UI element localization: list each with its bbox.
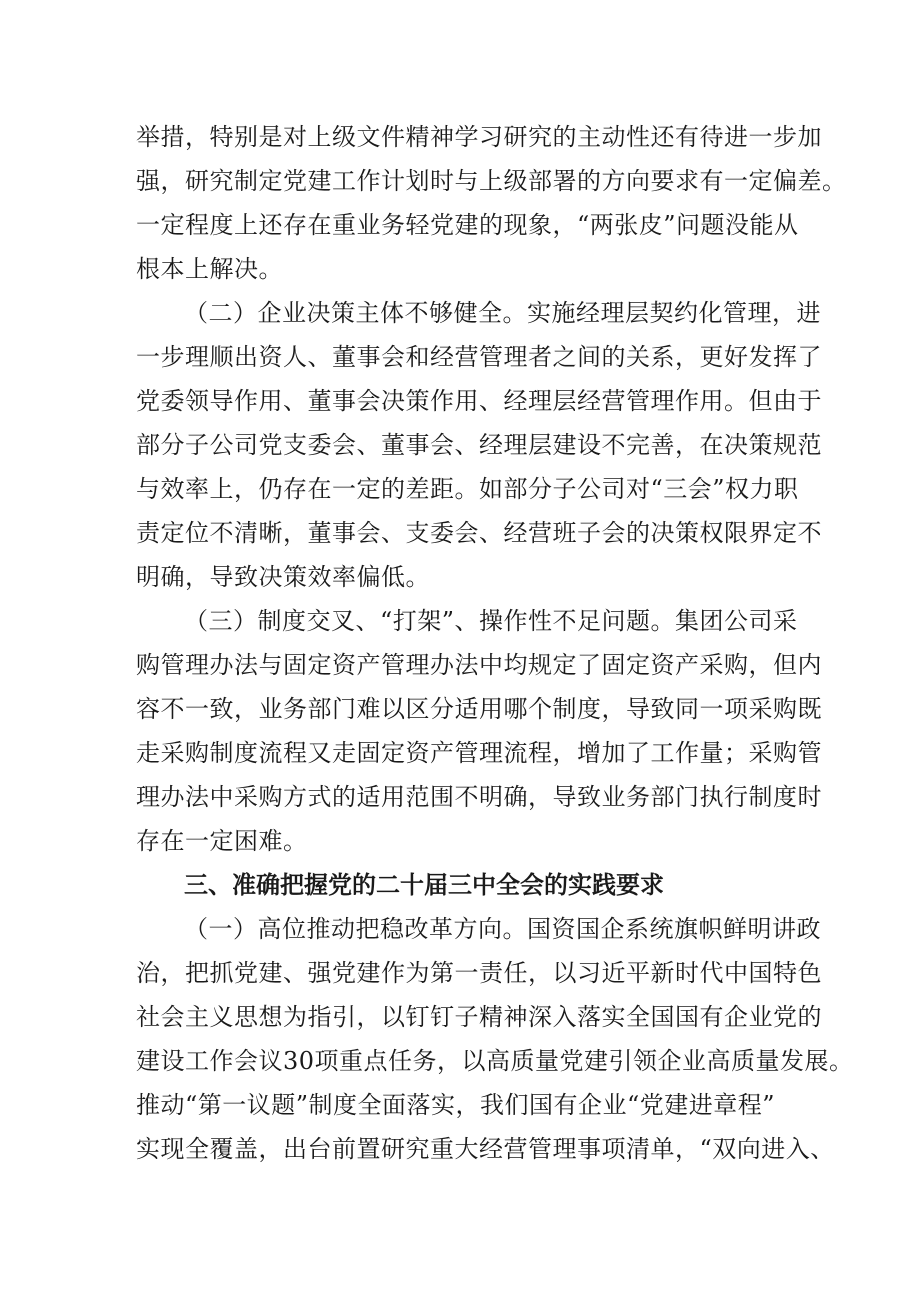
text-line: 一步理顺出资人、董事会和经营管理者之间的关系，更好发挥了 (136, 343, 822, 371)
text-line: 与效率上，仍存在一定的差距。如部分子公司对“三会”权力职 (136, 475, 799, 503)
paragraph-start-line: （一）高位推动把稳改革方向。国资国企系统旗帜鲜明讲政 (184, 915, 821, 943)
paragraph-start-line: （二）企业决策主体不够健全。实施经理层契约化管理，进 (184, 299, 821, 327)
text-line: 部分子公司党支委会、董事会、经理层建设不完善，在决策规范 (136, 431, 822, 459)
text-line: 明确，导致决策效率偏低。 (136, 563, 430, 591)
text-line: 责定位不清晰，董事会、支委会、经营班子会的决策权限界定不 (136, 519, 822, 547)
text-line: 实现全覆盖，出台前置研究重大经营管理事项清单，“双向进入、 (136, 1135, 835, 1163)
section-heading: 三、准确把握党的二十届三中全会的实践要求 (184, 871, 664, 899)
text-line: 举措，特别是对上级文件精神学习研究的主动性还有待进一步加 (136, 123, 822, 151)
text-line: 建设工作会议30项重点任务，以高质量党建引领企业高质量发展。 (136, 1047, 854, 1075)
text-line: 走采购制度流程又走固定资产管理流程，增加了工作量；采购管 (136, 739, 822, 767)
paragraph-start-line: （三）制度交叉、“打架”、操作性不足问题。集团公司采 (184, 607, 798, 635)
text-line: 购管理办法与固定资产管理办法中均规定了固定资产采购，但内 (136, 651, 822, 679)
text-line: 存在一定困难。 (136, 827, 308, 855)
text-line: 一定程度上还存在重业务轻党建的现象，“两张皮”问题没能从 (136, 211, 799, 239)
text-line: 社会主义思想为指引，以钉钉子精神深入落实全国国有企业党的 (136, 1003, 822, 1031)
text-line: 根本上解决。 (136, 255, 283, 283)
text-line: 容不一致，业务部门难以区分适用哪个制度，导致同一项采购既 (136, 695, 822, 723)
text-line: 强，研究制定党建工作计划时与上级部署的方向要求有一定偏差。 (136, 167, 847, 195)
text-line: 理办法中采购方式的适用范围不明确，导致业务部门执行制度时 (136, 783, 822, 811)
text-line: 推动“第一议题”制度全面落实，我们国有企业“党建进章程” (136, 1091, 776, 1119)
text-line: 党委领导作用、董事会决策作用、经理层经营管理作用。但由于 (136, 387, 822, 415)
text-line: 治，把抓党建、强党建作为第一责任，以习近平新时代中国特色 (136, 959, 822, 987)
